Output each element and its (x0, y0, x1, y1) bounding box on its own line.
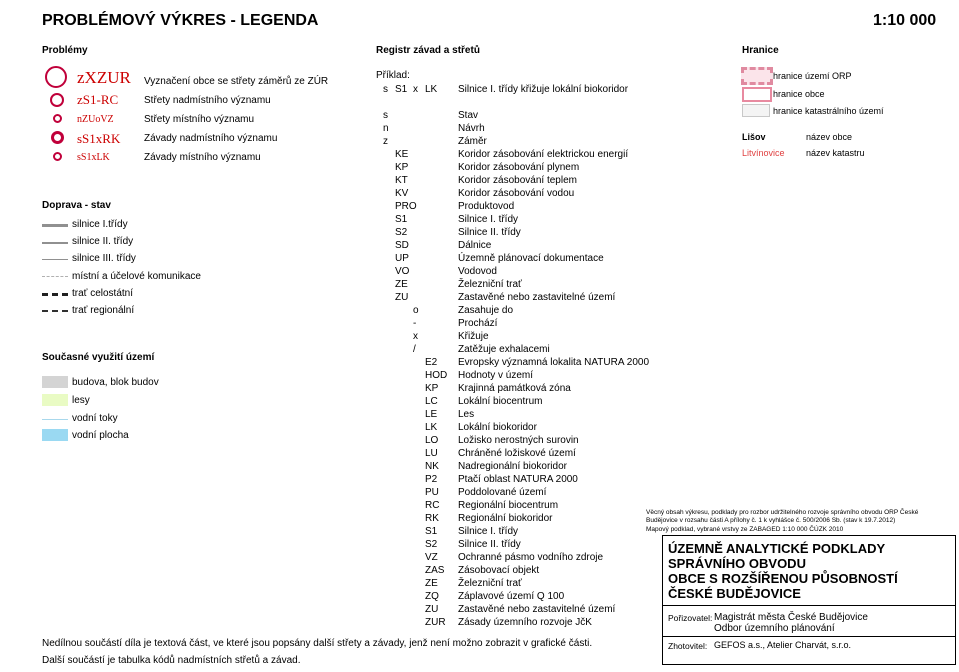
register-code: LC (425, 396, 438, 407)
register-code: KV (395, 188, 409, 199)
register-code: E2 (425, 357, 438, 368)
register-label: Vodovod (458, 266, 497, 277)
client-label: Pořizovatel: (668, 613, 713, 623)
municipality-name-sample: Lišov (742, 132, 766, 142)
example-part: s (383, 84, 388, 95)
register-code: ZQ (425, 591, 439, 602)
register-label: Produktovod (458, 201, 515, 212)
municipality-boundary-symbol (742, 87, 772, 102)
road-class3-symbol (42, 259, 68, 260)
boundary-label: hranice obce (773, 89, 825, 99)
register-code: ZUR (425, 617, 446, 628)
example-part: x (413, 84, 418, 95)
register-label: Stav (458, 110, 479, 121)
page-title: PROBLÉMOVÝ VÝKRES - LEGENDA (42, 12, 319, 29)
register-label: Les (458, 409, 475, 420)
register-label: Koridor zásobování vodou (458, 188, 575, 199)
transport-label: trať regionální (72, 305, 135, 316)
scale-label: 1:10 000 (873, 12, 937, 29)
boundary-label: hranice území ORP (773, 71, 852, 81)
register-label: Zastavěné nebo zastavitelné území (458, 604, 616, 615)
problem-code: sS1xLK (77, 152, 110, 163)
boundaries-heading: Hranice (742, 45, 779, 56)
project-title-line: ČESKÉ BUDĚJOVICE (668, 586, 801, 601)
register-label: Chráněné ložiskové území (458, 448, 576, 459)
problems-heading: Problémy (42, 45, 88, 56)
problem-marker-circle (53, 114, 62, 123)
orp-boundary-symbol (741, 67, 773, 85)
transport-label: silnice I.třídy (72, 219, 128, 230)
national-railway-symbol (42, 293, 68, 296)
register-label: Poddolované území (458, 487, 547, 498)
register-code: ZE (425, 578, 438, 589)
register-label: Ložisko nerostných surovin (458, 435, 579, 446)
problem-code: sS1xRK (77, 131, 121, 146)
register-label: Záměr (458, 136, 487, 147)
title-block-divider (662, 636, 956, 637)
register-code: ZAS (425, 565, 445, 576)
boundary-name-label: název obce (806, 132, 853, 142)
register-label: Křižuje (458, 331, 489, 342)
register-code: LU (425, 448, 438, 459)
register-code: KT (395, 175, 408, 186)
problem-marker-circle (53, 152, 62, 161)
register-label: Železniční trať (458, 578, 522, 589)
boundary-name-label: název katastru (806, 148, 865, 158)
register-label: Krajinná památková zóna (458, 383, 571, 394)
footnote: Další součástí je tabulka kódů nadmístních střetů a závad. (42, 655, 301, 666)
example-text: Silnice I. třídy křižuje lokální biokoridor (458, 84, 629, 95)
register-code: HOD (425, 370, 448, 381)
register-code: ZU (395, 292, 409, 303)
client-name: Odbor územního plánování (714, 623, 835, 634)
register-label: Návrh (458, 123, 485, 134)
maker-name: GEFOS a.s., Atelier Charvát, s.r.o. (714, 640, 852, 650)
project-title-line: OBCE S ROZŠÍŘENOU PŮSOBNOSTÍ (668, 571, 898, 586)
register-label: Zatěžuje exhalacemi (458, 344, 550, 355)
land-use-label: budova, blok budov (72, 377, 159, 388)
register-code: S2 (425, 539, 438, 550)
footnote: Nedílnou součástí díla je textová část, ve které jsou popsány další střety a závady, jenž není možno zobrazit v grafické části. (42, 638, 593, 649)
register-label: Regionální biokoridor (458, 513, 553, 524)
register-label: Záplavové území Q 100 (458, 591, 565, 602)
register-code: / (413, 344, 416, 355)
info-text: Věcný obsah výkresu, podklady pro rozbor udržitelného rozvoje správního obvodu ORP České (646, 509, 919, 516)
register-code: S1 (425, 526, 438, 537)
register-code: ZE (395, 279, 408, 290)
register-label: Zastavěné nebo zastavitelné území (458, 292, 616, 303)
maker-label: Zhotovitel: (668, 641, 708, 651)
register-code: S2 (395, 227, 408, 238)
register-code: LK (425, 422, 438, 433)
register-label: Prochází (458, 318, 498, 329)
register-code: ZU (425, 604, 439, 615)
transport-label: místní a účelové komunikace (72, 271, 201, 282)
water-area-swatch (42, 429, 68, 441)
register-code: z (383, 136, 388, 147)
land-use-label: vodní toky (72, 413, 118, 424)
forest-swatch (42, 394, 68, 406)
transport-label: silnice II. třídy (72, 236, 134, 247)
transport-label: trať celostátní (72, 288, 134, 299)
info-text: Mapový podklad, vybrané vrstvy ze ZABAGED 1:10 000 ČÚZK 2010 (646, 526, 844, 533)
cadastre-name-sample: Litvínovice (742, 148, 785, 158)
register-code: P2 (425, 474, 438, 485)
building-swatch (42, 376, 68, 388)
example-part: LK (425, 84, 438, 95)
example-label: Příklad: (376, 70, 410, 81)
register-label: Koridor zásobování teplem (458, 175, 577, 186)
register-code: S1 (395, 214, 408, 225)
register-code: RC (425, 500, 440, 511)
info-text: Budějovice v rozsahu části A přílohy č. 1 k vyhlášce č. 500/2006 Sb. (stav k 19.7.2012) (646, 517, 896, 524)
register-label: Silnice II. třídy (458, 227, 521, 238)
register-code: KP (425, 383, 439, 394)
register-code: UP (395, 253, 409, 264)
register-label: Lokální biocentrum (458, 396, 543, 407)
boundary-label: hranice katastrálního území (773, 106, 884, 116)
register-code: LE (425, 409, 438, 420)
problem-marker-circle (50, 93, 64, 107)
title-block-divider (662, 605, 956, 606)
register-label: Lokální biokoridor (458, 422, 537, 433)
register-label: Dálnice (458, 240, 492, 251)
register-label: Silnice I. třídy (458, 214, 519, 225)
transport-label: silnice III. třídy (72, 253, 136, 264)
road-class1-symbol (42, 224, 68, 227)
register-code: VZ (425, 552, 438, 563)
register-label: Ptačí oblast NATURA 2000 (458, 474, 578, 485)
register-code: PU (425, 487, 439, 498)
problem-marker-circle (45, 66, 67, 88)
register-label: Zásobovací objekt (458, 565, 540, 576)
problem-code: nZUoVZ (77, 114, 114, 125)
project-title-line: SPRÁVNÍHO OBVODU (668, 556, 806, 571)
register-label: Zásady územního rozvoje JčK (458, 617, 592, 628)
register-heading: Registr závad a střetů (376, 45, 480, 56)
register-label: Hodnoty v území (458, 370, 534, 381)
register-label: Regionální biocentrum (458, 500, 559, 511)
transport-heading: Doprava - stav (42, 200, 111, 211)
problem-code: zXZUR (77, 68, 131, 87)
client-name: Magistrát města České Budějovice (714, 612, 868, 623)
register-code: - (413, 318, 417, 329)
register-label: Železniční trať (458, 279, 522, 290)
example-part: S1 (395, 84, 408, 95)
land-use-label: vodní plocha (72, 430, 129, 441)
local-road-symbol (42, 276, 68, 277)
register-code: NK (425, 461, 439, 472)
road-class2-symbol (42, 242, 68, 244)
problem-marker-circle (51, 131, 64, 144)
problem-code: zS1-RC (77, 92, 119, 107)
register-code: x (413, 331, 418, 342)
regional-railway-symbol (42, 310, 68, 312)
project-title-line: ÚZEMNĚ ANALYTICKÉ PODKLADY (668, 541, 886, 556)
register-label: Silnice I. třídy (458, 526, 519, 537)
register-label: Zasahuje do (458, 305, 514, 316)
register-label: Územně plánovací dokumentace (458, 253, 604, 264)
register-label: Koridor zásobování elektrickou energií (458, 149, 629, 160)
register-code: KP (395, 162, 409, 173)
watercourse-symbol (42, 419, 68, 420)
register-code: SD (395, 240, 409, 251)
problem-label: Závady místního významu (144, 152, 261, 163)
register-code: o (413, 305, 419, 316)
register-code: LO (425, 435, 439, 446)
problem-label: Střety nadmístního významu (144, 95, 271, 106)
register-code: n (383, 123, 389, 134)
register-code: PRO (395, 201, 417, 212)
cadastre-boundary-symbol (742, 104, 770, 117)
register-code: RK (425, 513, 439, 524)
register-label: Nadregionální biokoridor (458, 461, 567, 472)
land-use-label: lesy (72, 395, 90, 406)
register-label: Koridor zásobování plynem (458, 162, 580, 173)
register-code: VO (395, 266, 410, 277)
problem-label: Střety místního významu (144, 114, 255, 125)
problem-label: Závady nadmístního významu (144, 133, 278, 144)
register-label: Ochranné pásmo vodního zdroje (458, 552, 604, 563)
land-use-heading: Současné využití území (42, 352, 155, 363)
register-label: Evropsky významná lokalita NATURA 2000 (458, 357, 650, 368)
problem-label: Vyznačení obce se střety záměrů ze ZÚR (144, 76, 329, 87)
register-label: Silnice II. třídy (458, 539, 521, 550)
register-code: s (383, 110, 388, 121)
register-code: KE (395, 149, 409, 160)
